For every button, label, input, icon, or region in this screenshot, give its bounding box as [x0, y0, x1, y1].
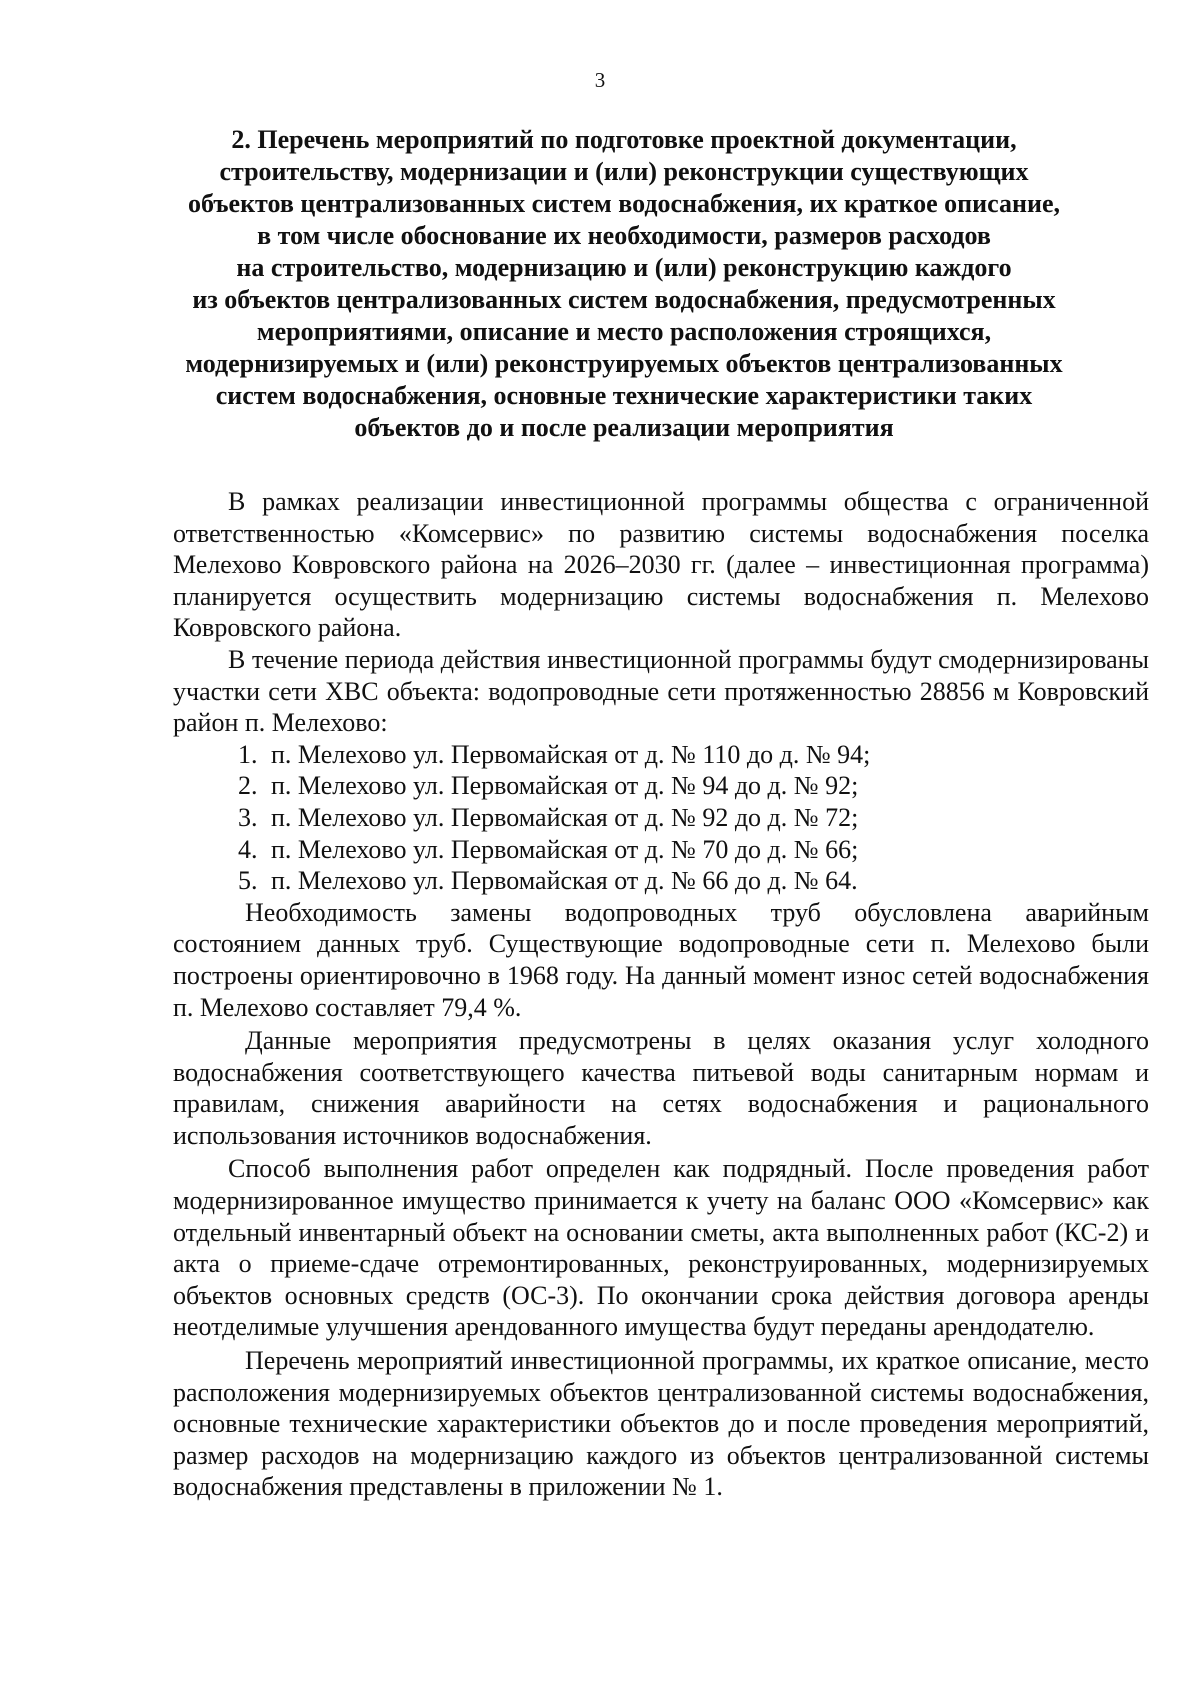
list-item: 1. п. Мелехово ул. Первомайская от д. № 110 до д. № 94;	[238, 739, 871, 769]
list-item: 5. п. Мелехово ул. Первомайская от д. № 66 до д. № 64.	[238, 866, 858, 896]
list-item: 4. п. Мелехово ул. Первомайская от д. № 70 до д. № 66;	[238, 834, 859, 864]
paragraph-purpose: Данные мероприятия предусмотрены в целях оказания услуг холодного водоснабжения соответствующего качества питьевой воды санитарным нормам и правилам, снижения аварийности на сетях водоснабжения и рационального использования источников водоснабжения.	[173, 1026, 1149, 1150]
street-sections-list	[173, 739, 1149, 897]
page-number: 3	[594, 68, 606, 92]
heading-line: в том числе обоснование их необходимости, размеров расходов	[257, 221, 991, 250]
list-item: 3. п. Мелехово ул. Первомайская от д. № 92 до д. № 72;	[238, 802, 859, 832]
heading-line: 2. Перечень мероприятий по подготовке проектной документации,	[231, 125, 1017, 154]
paragraph-modernized-sections: В течение периода действия инвестиционной программы будут смодернизированы участки сети ХВС объекта: водопроводные сети протяженностью 28856 м Ковровский район п. Мелехово:	[173, 644, 1149, 738]
heading-line: строительству, модернизации и (или) реконструкции существующих	[219, 157, 1029, 186]
heading-line: мероприятиями, описание и место расположения строящихся,	[256, 317, 992, 346]
heading-line: объектов централизованных систем водоснабжения, их краткое описание,	[188, 189, 1060, 218]
heading-line: на строительство, модернизацию и (или) реконструкцию каждого	[236, 253, 1012, 282]
paragraph-work-method: Способ выполнения работ определен как подрядный. После проведения работ модернизированное имущество принимается к учету на баланс ООО «Комсервис» как отдельный инвентарный объект на основании сметы, акта выполненных работ (КС-2) и акта о приеме-сдаче отремонтированных, реконструированных, модернизируемых объектов основных средств (ОС-3). По окончании срока действия договора аренды неотделимые улучшения арендованного имущества будут переданы арендодателю.	[173, 1154, 1149, 1342]
paragraph-replacement-necessity: Необходимость замены водопроводных труб обусловлена аварийным состоянием данных труб. Существующие водопроводные сети п. Мелехово были построены ориентировочно в 1968 году. На данный момент износ сетей водоснабжения п. Мелехово составляет 79,4 %.	[173, 897, 1149, 1022]
body-text	[173, 486, 1149, 1503]
paragraph-appendix-reference: Перечень мероприятий инвестиционной программы, их краткое описание, место расположения модернизируемых объектов централизованной системы водоснабжения, основные технические характеристики объектов до и после проведения мероприятий, размер расходов на модернизацию каждого из объектов централизованной системы водоснабжения представлены в приложении № 1.	[173, 1346, 1149, 1502]
heading-line: объектов до и после реализации мероприятия	[354, 413, 894, 442]
heading-line: из объектов централизованных систем водоснабжения, предусмотренных	[192, 285, 1056, 314]
section-heading	[160, 124, 1088, 444]
heading-line: систем водоснабжения, основные технические характеристики таких	[215, 381, 1033, 410]
heading-line: модернизируемых и (или) реконструируемых объектов централизованных	[185, 349, 1063, 378]
paragraph-investment-program: В рамках реализации инвестиционной программы общества с ограниченной ответственностью «Комсервис» по развитию системы водоснабжения поселка Мелехово Ковровского района на 2026–2030 гг. (далее – инвестиционная программа) планируется осуществить модернизацию системы водоснабжения п. Мелехово Ковровского района.	[173, 487, 1149, 643]
list-item: 2. п. Мелехово ул. Первомайская от д. № 94 до д. № 92;	[238, 771, 859, 801]
